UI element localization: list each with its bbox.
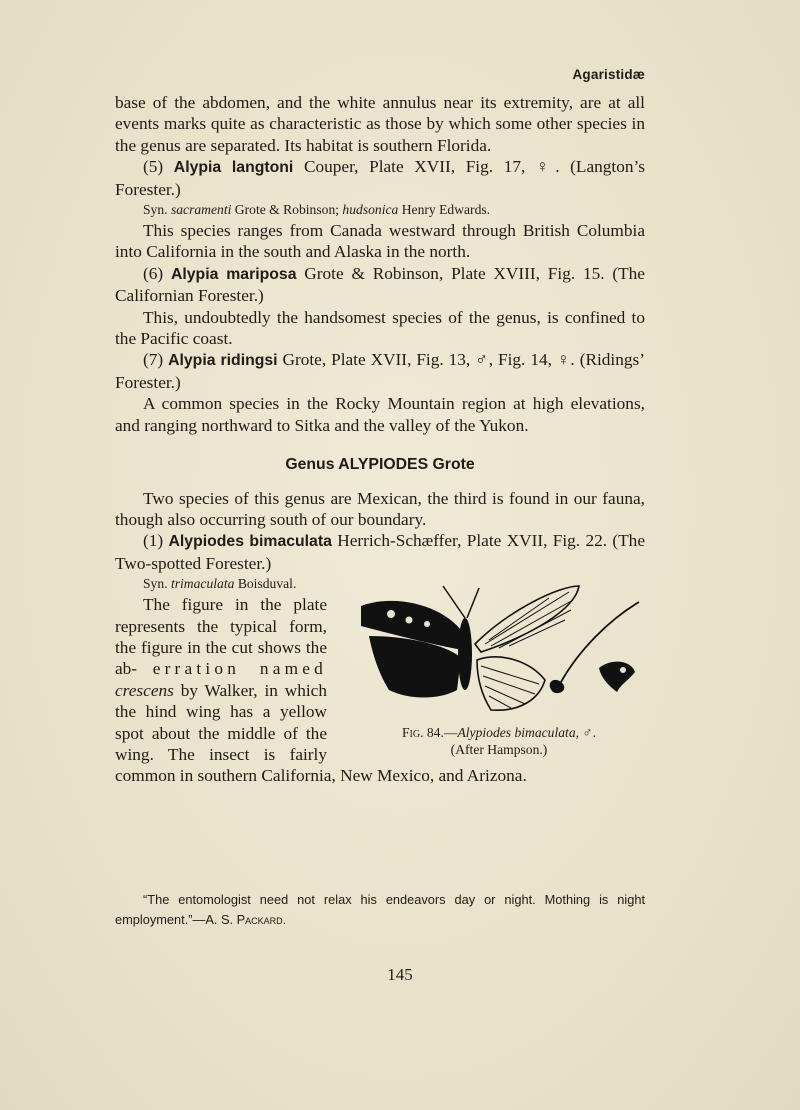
caption-sex: ♂. [582, 725, 597, 741]
syn-label: Syn. [143, 576, 168, 592]
synonymy-langtoni [115, 200, 645, 220]
entry-details: Couper, Plate XVII, Fig. 17, ♀. (Langton’s Forester.) [115, 157, 646, 199]
text-run: The figure in the plate represents the typical form, the figure in the cut shows the ab- [115, 595, 327, 679]
vein-lines [481, 666, 539, 708]
syn-author: Grote & Robinson; [234, 202, 340, 218]
species-name: Alypia mariposa [170, 265, 297, 283]
epigraph-quote [115, 890, 645, 930]
page-number: 145 [387, 965, 413, 984]
species-entry-langtoni [115, 156, 645, 200]
syn-name: sacramenti [170, 202, 232, 218]
syn-author: Boisduval. [237, 576, 297, 592]
figure-caption [349, 724, 649, 758]
entry-details: Grote & Robinson, Plate XVIII, Fig. 15. (The Californian Forester.) [115, 263, 645, 306]
paragraph-habitat: base of the abdomen, and the white annulus near its extremity, are at all events marks quite as characteristic as those by which some other species in the genus are separated. Its habitat is southern Florida. [115, 93, 645, 155]
entry-number: (5) [143, 157, 164, 177]
moth-body [458, 618, 472, 690]
species-entry-mariposa [115, 263, 645, 307]
leg-detail [599, 662, 635, 692]
running-head: Agaristidæ [572, 67, 645, 82]
figure-84 [339, 580, 659, 758]
wing-spot [406, 617, 413, 624]
species-entry-bimaculata [115, 530, 645, 574]
quote-text: “The entomologist need not relax his endeavors day or night. Mothing is night employment.”— [115, 892, 645, 927]
entry-number: (7) [143, 350, 164, 370]
hindwing-venation [477, 657, 545, 710]
paragraph-genus-intro: Two species of this genus are Mexican, the third is found in our fauna, though also occurring south of our boundary. [115, 488, 645, 529]
detail-spot [620, 667, 626, 673]
caption-source: (After Hampson.) [450, 742, 548, 758]
caption-dash: — [443, 725, 458, 741]
figure-wrap-block [115, 574, 645, 787]
antenna [443, 586, 465, 618]
moth-illustration [339, 580, 659, 730]
species-name: Alypiodes bimaculata [168, 533, 332, 551]
aberration-name: crescens [115, 680, 174, 700]
caption-label: Fig. 84. [401, 725, 444, 741]
paragraph-handsomest: This, undoubtedly the handsomest species of the genus, is confined to the Pacific coast. [115, 307, 645, 349]
caption-species: Alypiodes bimaculata, [457, 725, 580, 741]
syn-name: trimaculata [170, 576, 235, 592]
syn-name: hudsonica [342, 202, 399, 218]
quote-author: A. S. Packard. [205, 912, 287, 927]
entry-details: Herrich-Schæffer, Plate XVII, Fig. 22. (The Two-spotted Forester.) [115, 531, 645, 573]
syn-label: Syn. [143, 202, 168, 218]
antenna [467, 588, 479, 618]
species-name: Alypia ridingsi [168, 352, 278, 370]
vein-lines [485, 592, 573, 648]
species-entry-ridingsi [115, 349, 645, 393]
text-run: erration named [152, 659, 327, 679]
entry-number: (6) [143, 263, 164, 283]
head-detail [550, 680, 565, 693]
paragraph-range: This species ranges from Canada westward through British Columbia into California in the south and Alaska in the north. [115, 221, 645, 262]
species-name: Alypia langtoni [173, 159, 294, 177]
entry-number: (1) [143, 531, 164, 551]
syn-author: Henry Edwards. [401, 202, 491, 218]
paragraph-rocky-mountain: A common species in the Rocky Mountain region at high elevations, and ranging northward to Sitka and the valley of the Yukon. [115, 394, 645, 435]
wing-spot [387, 610, 395, 618]
wing-spot [424, 621, 430, 627]
text-run: by Walker, in which the hind wing has a yellow spot about the middle of the wing. The insect is fairly common in southern California, New Mexico, and Arizona. [115, 680, 527, 786]
body-text [115, 92, 645, 787]
entry-details: Grote, Plate XVII, Fig. 13, ♂, Fig. 14, ♀. (Ridings’ Forester.) [115, 350, 645, 392]
genus-heading: Genus ALYPIODES Grote [285, 456, 475, 474]
